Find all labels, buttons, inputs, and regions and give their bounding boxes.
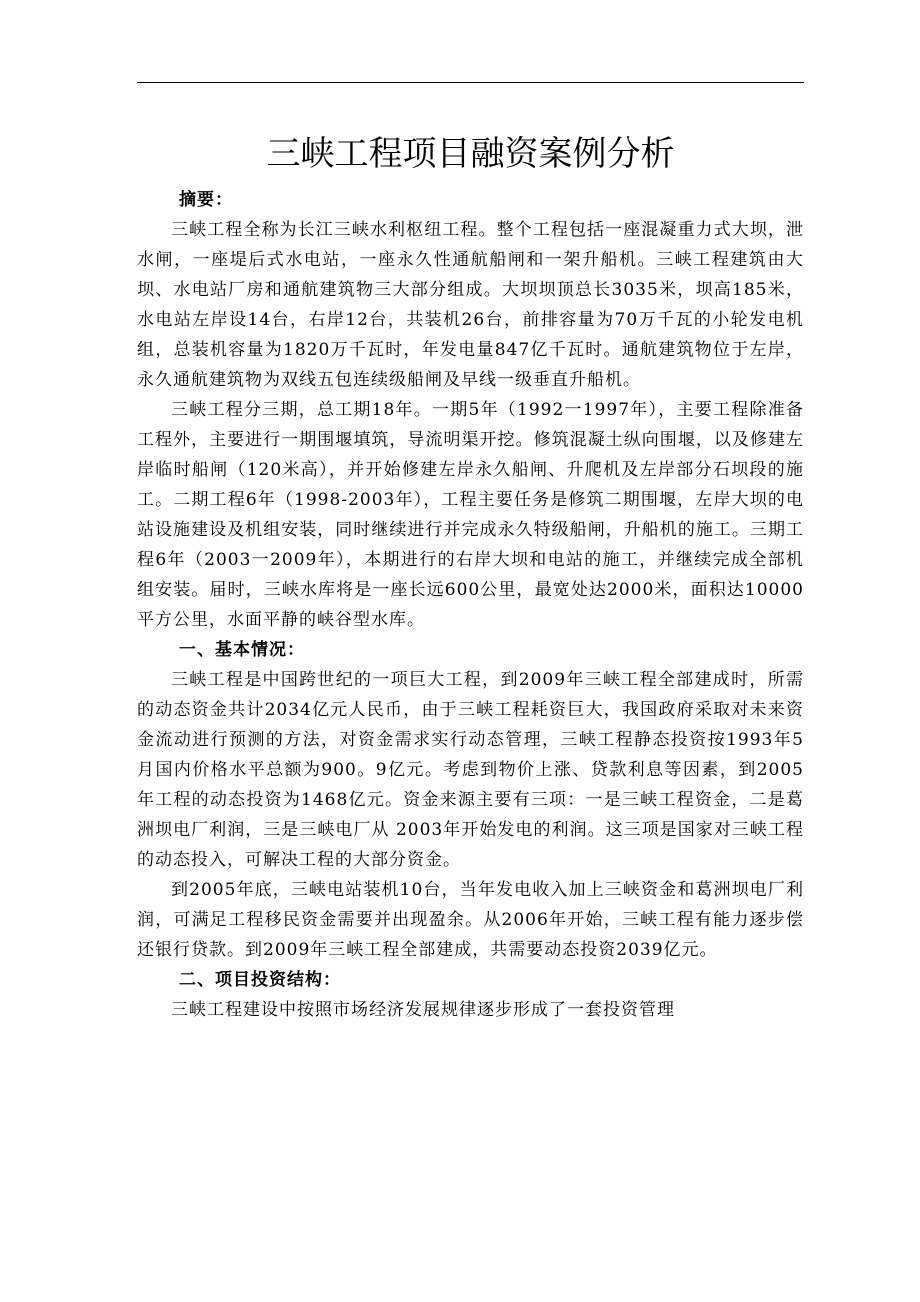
document-body xyxy=(137,185,804,1025)
section-2-heading: 二、项目投资结构： xyxy=(179,970,341,990)
section-1-paragraph-2: 到2005年底，三峡电站装机10台，当年发电收入加上三峡资金和葛洲坝电厂利润，可满足工程移民资金需要并出现盈余。从2006年开始，三峡工程有能力逐步偿还银行贷款。到2009年三峡工程全部建成，共需要动态投资2039亿元。 xyxy=(137,880,804,960)
section-1-heading: 一、基本情况： xyxy=(179,640,305,660)
abstract-paragraph-1: 三峡工程全称为长江三峡水利枢纽工程。整个工程包括一座混凝重力式大坝，泄水闸，一座堤后式水电站，一座永久性通航船闸和一架升船机。三峡工程建筑由大坝、水电站厂房和通航建筑物三大部分组成。大坝坝顶总长3035米，坝高185米，水电站左岸设14台，右岸12台，共装机26台，前排容量为70万千瓦的小轮发电机组，总装机容量为1820万千瓦时，年发电量847亿千瓦时。通航建筑物位于左岸，永久通航建筑物为双线五包连续级船闸及早线一级垂直升船机。 xyxy=(137,220,804,390)
header-rule xyxy=(137,82,804,83)
document-title: 三峡工程项目融资案例分析 xyxy=(266,134,675,174)
section-1-paragraph-1: 三峡工程是中国跨世纪的一项巨大工程，到2009年三峡工程全部建成时，所需的动态资金共计2034亿元人民币，由于三峡工程耗资巨大，我国政府采取对未来资金流动进行预测的方法，对资金需求实行动态管理，三峡工程静态投资按1993年5月国内价格水平总额为900。9亿元。考虑到物价上涨、贷款利息等因素，到2005年工程的动态投资为1468亿元。资金来源主要有三项：一是三峡工程资金，二是葛洲坝电厂利润，三是三峡电厂从 2003年开始发电的利润。这三项是国家对三峡工程的动态投入，可解决工程的大部分资金。 xyxy=(137,670,804,870)
section-2-paragraph-1: 三峡工程建设中按照市场经济发展规律逐步形成了一套投资管理 xyxy=(171,1000,675,1020)
abstract-heading: 摘要： xyxy=(179,190,233,210)
abstract-paragraph-2: 三峡工程分三期，总工期18年。一期5年（1992一1997年），主要工程除准备工程外，主要进行一期围堰填筑，导流明渠开挖。修筑混凝土纵向围堰，以及修建左岸临时船闸（120米高），并开始修建左岸永久船闸、升爬机及左岸部分石坝段的施工。二期工程6年（1998-2003年），工程主要任务是修筑二期围堰，左岸大坝的电站设施建设及机组安装，同时继续进行并完成永久特级船闸，升船机的施工。三期工程6年（2003一2009年），本期进行的右岸大坝和电站的施工，并继续完成全部机组安装。届时，三峡水库将是一座长远600公里，最宽处达2000米，面积达10000平方公里，水面平静的峡谷型水库。 xyxy=(137,400,804,630)
